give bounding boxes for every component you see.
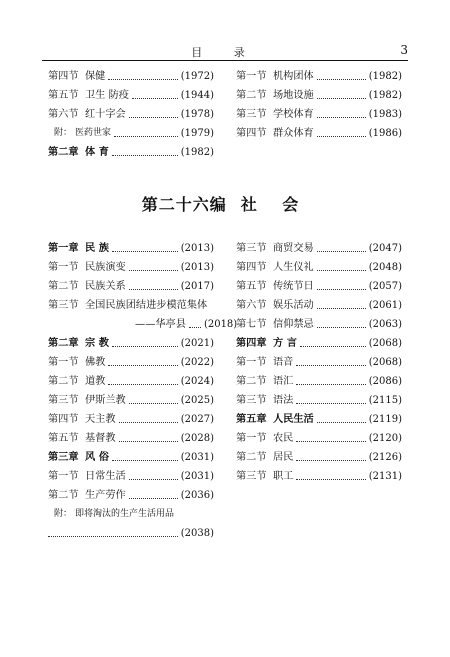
toc-section-number: 第二节 — [236, 376, 267, 387]
toc-page-number: (1944) — [180, 90, 214, 101]
dot-leader — [317, 289, 366, 290]
toc-entry — [48, 350, 214, 369]
toc-section-number: 第一节 — [48, 471, 79, 482]
toc-entry — [236, 255, 402, 274]
toc-section-title: 伊斯兰教 — [85, 395, 126, 406]
toc-section-number: 第二节 — [236, 452, 267, 463]
toc-entry-label — [48, 261, 129, 274]
toc-section-title: 天主教 — [85, 414, 116, 425]
toc-section-title: 民 族 — [85, 242, 109, 254]
toc-page-number: (2013) — [180, 243, 214, 254]
toc-section-title: 语音 — [273, 357, 294, 368]
dot-leader — [317, 136, 366, 137]
toc-section-title: 体 育 — [85, 146, 109, 158]
toc-section-number: 第一节 — [48, 357, 79, 368]
toc-section-number: 第五节 — [48, 90, 79, 101]
toc-section-title: 即将淘汰的生产生活用品 — [75, 509, 175, 519]
dot-leader — [108, 365, 177, 366]
toc-page-number: (2038) — [180, 528, 214, 539]
dot-leader — [129, 117, 178, 118]
page-header — [42, 40, 408, 58]
dot-leader — [296, 460, 365, 461]
toc-section-title: 基督教 — [85, 433, 116, 444]
toc-section-title: 人民生活 — [273, 413, 314, 425]
toc-entry — [48, 236, 214, 255]
toc-page-number: (2031) — [180, 452, 214, 463]
toc-entry — [236, 426, 402, 445]
toc-entry-label — [236, 280, 317, 293]
toc-entry — [48, 388, 214, 407]
toc-entry-label — [48, 470, 129, 483]
dot-leader — [114, 136, 178, 137]
toc-section-number: 第二节 — [236, 90, 267, 101]
toc-page-number: (2036) — [180, 490, 214, 501]
toc-page-number: (2063) — [368, 319, 402, 330]
dot-leader — [296, 384, 365, 385]
toc-section-number: 第三节 — [48, 300, 79, 311]
toc-section-title: 传统节日 — [273, 281, 314, 292]
toc-entry — [48, 140, 214, 159]
toc-entry — [48, 293, 214, 312]
toc-section-number: 第五节 — [48, 433, 79, 444]
toc-section-title: 日常生活 — [85, 471, 126, 482]
toc-page-number: (2024) — [180, 376, 214, 387]
toc-section-number: 第三节 — [236, 109, 267, 120]
toc-entry-label — [236, 356, 296, 369]
toc-section-number: 附： — [54, 128, 73, 138]
toc-entry — [236, 121, 402, 140]
toc-page-number: (2119) — [368, 414, 402, 425]
page-number: 3 — [400, 43, 408, 57]
toc-section-number: 第二章 — [48, 146, 79, 158]
toc-entry — [48, 369, 214, 388]
toc-entry — [236, 388, 402, 407]
toc-section-title: ——华亭县 — [135, 319, 186, 330]
dot-leader — [112, 251, 178, 252]
dot-leader — [300, 346, 366, 347]
dot-leader — [296, 365, 365, 366]
toc-entry-label — [236, 318, 317, 331]
toc-entry — [48, 312, 238, 331]
toc-entry-label — [236, 451, 296, 464]
toc-page-number: (1982) — [368, 71, 402, 82]
toc-section-title: 医药世家 — [75, 128, 112, 138]
dot-leader — [317, 327, 366, 328]
toc-entry — [48, 64, 214, 83]
dot-leader — [129, 403, 178, 404]
toc-entry — [48, 274, 214, 293]
dot-leader — [119, 441, 178, 442]
toc-entry-label — [48, 375, 108, 388]
toc-page-number: (2018) — [203, 319, 238, 330]
toc-section-number: 第二节 — [48, 490, 79, 501]
toc-entry-label — [236, 375, 296, 388]
header-rule — [42, 60, 408, 61]
toc-entry — [48, 502, 214, 521]
toc-entry-label — [48, 127, 114, 140]
toc-entry-label — [48, 108, 129, 121]
toc-entry — [48, 255, 214, 274]
toc-section-title: 佛教 — [85, 357, 106, 368]
toc-entry-label — [236, 337, 300, 350]
toc-page-number: (2086) — [368, 376, 402, 387]
toc-section-title: 商贸交易 — [273, 243, 314, 254]
toc-section-number: 第四节 — [48, 414, 79, 425]
toc-entry-label — [48, 394, 129, 407]
dot-leader — [108, 79, 177, 80]
toc-section-title: 生产劳作 — [85, 490, 126, 501]
toc-entry — [48, 483, 214, 502]
toc-entry-label — [48, 489, 129, 502]
dot-leader — [189, 327, 201, 328]
toc-section-title: 宗 教 — [85, 337, 109, 349]
toc-section-number: 第五节 — [236, 281, 267, 292]
dot-leader — [317, 308, 366, 309]
dot-leader — [112, 460, 178, 461]
toc-entry-label — [48, 451, 112, 464]
toc-page-number: (1978) — [180, 109, 214, 120]
toc-page-number: (1982) — [180, 147, 214, 158]
toc-section-title: 信仰禁忌 — [273, 319, 314, 330]
toc-entry — [48, 464, 214, 483]
dot-leader — [317, 270, 366, 271]
toc-page-number: (1983) — [368, 109, 402, 120]
toc-entry — [236, 350, 402, 369]
toc-column-top-right — [236, 64, 402, 140]
toc-entry-label — [236, 70, 317, 83]
toc-page-number: (2013) — [180, 262, 214, 273]
toc-page-number: (2025) — [180, 395, 214, 406]
toc-entry-label — [48, 413, 119, 426]
toc-page-number: (2057) — [368, 281, 402, 292]
toc-entry — [48, 331, 214, 350]
toc-entry-label — [48, 337, 112, 350]
toc-section-number: 第四节 — [236, 262, 267, 273]
toc-page-number: (1986) — [368, 128, 402, 139]
toc-entry — [48, 83, 214, 102]
toc-section-title: 学校体育 — [273, 109, 314, 120]
toc-entry-label — [236, 299, 317, 312]
dot-leader — [317, 422, 366, 423]
toc-page-number: (2022) — [180, 357, 214, 368]
dot-leader — [296, 403, 365, 404]
toc-entry-label — [48, 432, 119, 445]
toc-page-number: (2115) — [368, 395, 402, 406]
toc-section-number: 第二节 — [48, 281, 79, 292]
dot-leader — [129, 479, 178, 480]
toc-entry-label — [48, 299, 210, 312]
toc-entry-label — [236, 432, 296, 445]
toc-page-number: (2027) — [180, 414, 214, 425]
dot-leader — [129, 289, 178, 290]
toc-section-title: 方 言 — [273, 337, 297, 349]
toc-page-number: (2061) — [368, 300, 402, 311]
toc-section-title: 娱乐活动 — [273, 300, 314, 311]
dot-leader — [129, 270, 178, 271]
toc-page-number: (2021) — [180, 338, 214, 349]
toc-page-number: (2068) — [368, 338, 402, 349]
dot-leader — [119, 422, 178, 423]
header-title: 目 录 — [191, 46, 259, 59]
toc-page-number: (1972) — [180, 71, 214, 82]
dot-leader — [317, 251, 366, 252]
toc-entry-label — [236, 127, 317, 140]
toc-entry — [236, 83, 402, 102]
toc-entry — [48, 407, 214, 426]
dot-leader — [296, 441, 365, 442]
toc-entry — [236, 274, 402, 293]
dot-leader — [129, 498, 178, 499]
toc-entry-label — [48, 70, 108, 83]
dot-leader — [317, 117, 366, 118]
toc-section-number: 第一节 — [236, 357, 267, 368]
toc-section-number: 第六节 — [236, 300, 267, 311]
toc-entry — [48, 426, 214, 445]
toc-entry-label — [236, 242, 317, 255]
toc-page-number: (2031) — [180, 471, 214, 482]
part-heading — [0, 192, 450, 215]
toc-section-title: 居民 — [273, 452, 294, 463]
toc-section-title: 场地设施 — [273, 90, 314, 101]
toc-entry-label — [48, 89, 132, 102]
toc-page-number: (2048) — [368, 262, 402, 273]
toc-section-title: 红十字会 — [85, 109, 126, 120]
toc-entry — [236, 102, 402, 121]
toc-section-title: 机构团体 — [273, 71, 314, 82]
toc-section-title: 职工 — [273, 471, 294, 482]
toc-column-top-left — [48, 64, 214, 159]
toc-section-number: 第一节 — [236, 71, 267, 82]
toc-entry-label — [48, 318, 189, 331]
toc-section-title: 语法 — [273, 395, 294, 406]
toc-entry-label — [236, 470, 296, 483]
toc-entry — [236, 312, 402, 331]
toc-column-bottom-left — [48, 236, 238, 540]
toc-entry — [236, 445, 402, 464]
toc-section-title: 人生仪礼 — [273, 262, 314, 273]
toc-section-title: 民族关系 — [85, 281, 126, 292]
toc-entry-label — [236, 108, 317, 121]
toc-section-number: 第一节 — [48, 262, 79, 273]
toc-entry-label — [48, 242, 112, 255]
toc-entry-label — [48, 508, 177, 521]
toc-entry — [236, 236, 402, 255]
toc-section-title: 农民 — [273, 433, 294, 444]
toc-section-number: 第二节 — [48, 376, 79, 387]
toc-section-number: 第三节 — [236, 395, 267, 406]
toc-section-number: 第四节 — [236, 128, 267, 139]
toc-section-title: 道教 — [85, 376, 106, 387]
dot-leader — [317, 79, 366, 80]
toc-entry-label — [236, 394, 296, 407]
toc-section-number: 第三节 — [236, 471, 267, 482]
toc-section-title: 风 俗 — [85, 451, 109, 463]
toc-section-number: 附： — [54, 509, 73, 519]
toc-entry — [236, 64, 402, 83]
toc-section-title: 群众体育 — [273, 128, 314, 139]
part-subtitle: 社 会 — [240, 195, 309, 214]
toc-page-number: (2017) — [180, 281, 214, 292]
toc-section-number: 第三节 — [48, 395, 79, 406]
dot-leader — [108, 384, 177, 385]
dot-leader — [112, 155, 178, 156]
toc-column-bottom-right — [236, 236, 402, 483]
toc-section-title: 民族演变 — [85, 262, 126, 273]
toc-entry-label — [48, 356, 108, 369]
toc-page-number: (2047) — [368, 243, 402, 254]
toc-entry-label — [236, 261, 317, 274]
dot-leader — [48, 536, 178, 537]
toc-section-title: 语汇 — [273, 376, 294, 387]
toc-entry-label — [48, 146, 112, 159]
toc-entry — [48, 521, 214, 540]
toc-section-number: 第七节 — [236, 319, 267, 330]
dot-leader — [296, 479, 365, 480]
toc-section-number: 第六节 — [48, 109, 79, 120]
toc-entry — [236, 464, 402, 483]
toc-section-number: 第四章 — [236, 337, 267, 349]
toc-entry — [236, 293, 402, 312]
toc-page-number: (2126) — [368, 452, 402, 463]
toc-section-title: 卫生 防疫 — [85, 90, 129, 101]
toc-page-number: (1979) — [180, 128, 214, 139]
toc-section-number: 第五章 — [236, 413, 267, 425]
toc-section-title: 全国民族团结进步模范集体 — [85, 300, 208, 311]
toc-entry-label — [236, 89, 317, 102]
toc-entry — [48, 121, 214, 140]
toc-entry — [48, 445, 214, 464]
toc-entry — [236, 331, 402, 350]
toc-section-number: 第一章 — [48, 242, 79, 254]
toc-entry — [236, 407, 402, 426]
toc-page-number: (2120) — [368, 433, 402, 444]
toc-entry-label — [48, 280, 129, 293]
toc-entry — [236, 369, 402, 388]
toc-page-number: (2068) — [368, 357, 402, 368]
toc-page-number: (2131) — [368, 471, 402, 482]
toc-section-number: 第二章 — [48, 337, 79, 349]
part-title: 第二十六编 — [141, 195, 227, 214]
toc-section-number: 第三节 — [236, 243, 267, 254]
toc-page-number: (2028) — [180, 433, 214, 444]
toc-section-number: 第一节 — [236, 433, 267, 444]
toc-section-number: 第四节 — [48, 71, 79, 82]
toc-entry — [48, 102, 214, 121]
dot-leader — [132, 98, 178, 99]
toc-page-number: (1982) — [368, 90, 402, 101]
toc-section-title: 保健 — [85, 71, 106, 82]
dot-leader — [317, 98, 366, 99]
dot-leader — [112, 346, 178, 347]
toc-entry-label — [236, 413, 317, 426]
toc-section-number: 第三章 — [48, 451, 79, 463]
